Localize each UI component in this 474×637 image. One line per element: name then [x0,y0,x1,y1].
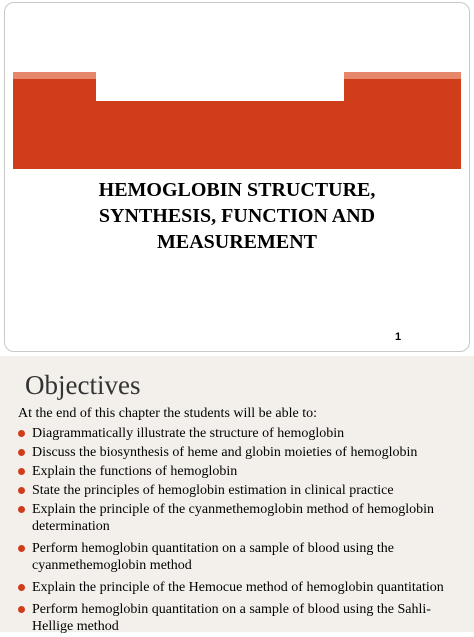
bullet-icon [18,606,25,613]
band-notch [96,79,344,101]
title-slide [4,2,470,352]
title-line: HEMOGLOBIN STRUCTURE, [98,179,376,201]
list-item [18,501,468,535]
title-line: MEASUREMENT [156,231,317,253]
list-item [18,444,468,461]
bullet-icon [18,430,25,437]
bullet-icon [18,545,25,552]
slide-number: 1 [395,331,402,343]
list-item [18,463,468,480]
bullet-icon [18,468,25,475]
bullet-icon [18,584,25,591]
list-item-text: Explain the principle of the Hemocue method of hemoglobin quantitation [32,580,444,595]
bullet-icon [18,487,25,494]
bullet-icon [18,449,25,456]
list-item-text: Perform hemoglobin quantitation on a sample of blood using the Sahli-Hellige method [32,602,431,634]
accent-band-thin [13,72,461,79]
list-item-text: Perform hemoglobin quantitation on a sample of blood using the cyanmethemoglobin method [32,541,394,573]
list-item [18,579,468,596]
list-item [18,425,468,442]
slide-title [45,177,429,255]
objectives-list [18,425,468,637]
accent-band [13,79,461,169]
band-gap [96,72,344,79]
objectives-slide [0,356,474,632]
list-item-text: Explain the principle of the cyanmethemoglobin method of hemoglobin determination [32,502,435,534]
list-item [18,540,468,574]
title-line: SYNTHESIS, FUNCTION AND [98,205,376,227]
bullet-icon [18,506,25,513]
list-item [18,601,468,635]
list-item-text: Discuss the biosynthesis of heme and globin moieties of hemoglobin [32,445,418,460]
list-item [18,482,468,499]
objectives-heading: Objectives [25,370,141,400]
list-item-text: Diagrammatically illustrate the structure of hemoglobin [32,426,345,441]
list-item-text: Explain the functions of hemoglobin [32,464,238,479]
list-item-text: State the principles of hemoglobin estimation in clinical practice [32,483,394,498]
objectives-intro: At the end of this chapter the students will be able to: [18,406,317,421]
